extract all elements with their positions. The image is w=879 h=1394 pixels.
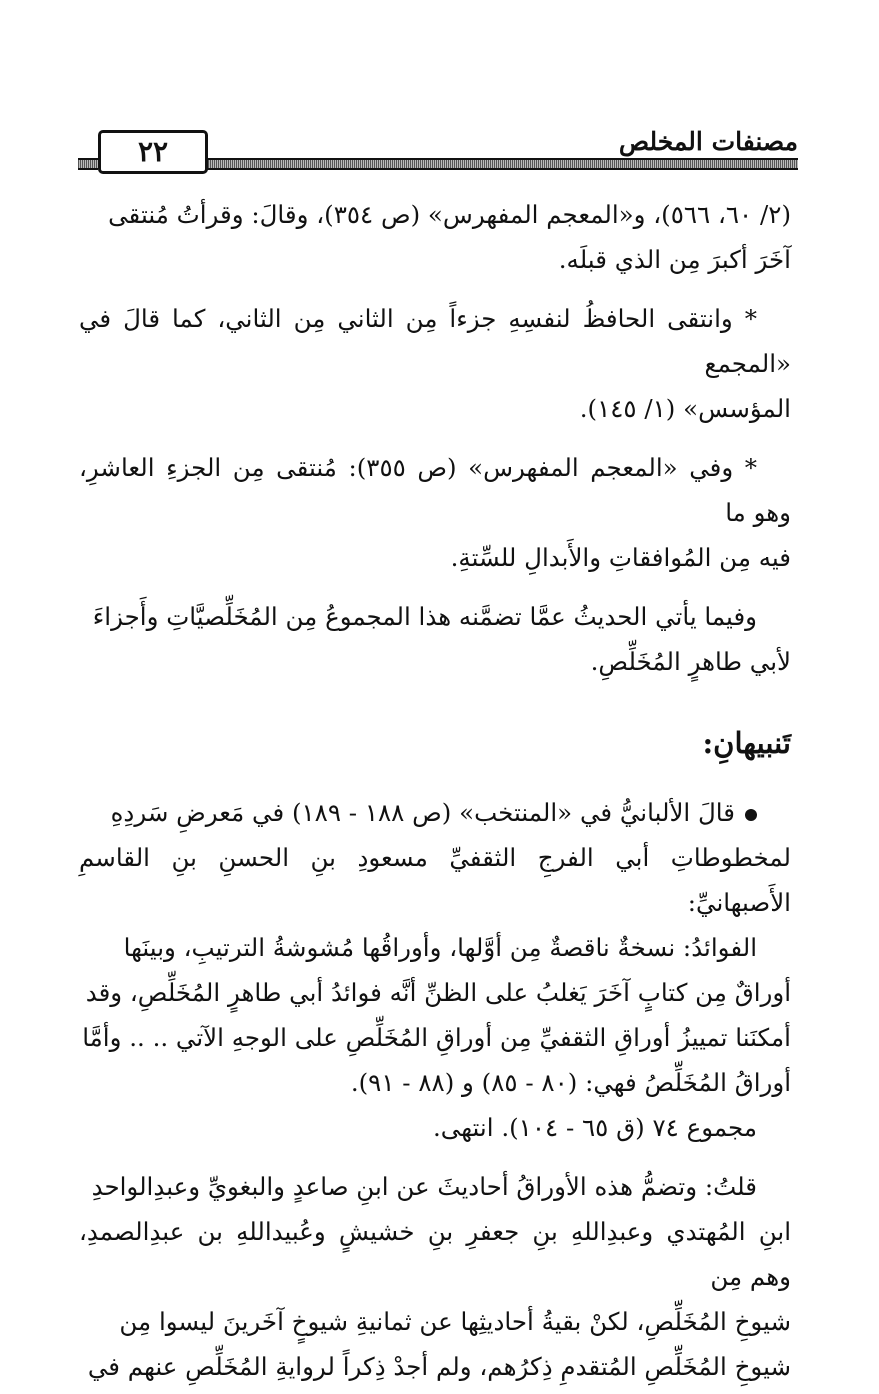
paragraph-2-line-1: * وانتقى الحافظُ لنفسِهِ جزءاً مِن الثاني مِن الثاني، كما قالَ في «المجمع	[79, 304, 791, 378]
page-body	[79, 192, 791, 1389]
page-number: ٢٢	[98, 130, 208, 174]
section-heading: تَنبيهانِ:	[702, 726, 791, 760]
spacer	[79, 431, 791, 445]
spacer	[79, 684, 791, 718]
paragraph-5-line-1-text: قالَ الألبانيُّ في «المنتخب» (ص ١٨٨ - ١٨٩) في مَعرضِ سَردِهِ	[110, 798, 735, 827]
paragraph-6-line-1: الفوائدُ: نسخةٌ ناقصةٌ مِن أوَّلها، وأوراقُها مُشوشةُ الترتيبِ، وبينَها	[123, 933, 757, 962]
paragraph-3-line-1: * وفي «المعجم المفهرس» (ص ٣٥٥): مُنتقى مِن الجزءِ العاشرِ، وهو ما	[79, 453, 791, 527]
paragraph-6-line-2: أوراقٌ مِن كتابٍ آخَرَ يَغلبُ على الظنِّ أنَّه فوائدُ أبي طاهرٍ المُخَلِّصِ، وقد	[85, 978, 791, 1007]
paragraph-8-line-2: ابنِ المُهتدي وعبدِاللهِ بنِ جعفرِ بنِ خشيشٍ وعُبيداللهِ بن عبدِالصمدِ، وهم مِن	[79, 1217, 791, 1291]
spacer	[79, 580, 791, 594]
paragraph-1-line-2: آخَرَ أكبرَ مِن الذي قبلَه.	[558, 245, 791, 274]
paragraph-5-line-1	[79, 790, 791, 835]
header-rule-left	[78, 158, 98, 170]
header-title: مصنفات المخلص	[618, 127, 798, 156]
spacer	[79, 282, 791, 296]
paragraph-5-line-2: لمخطوطاتِ أبي الفرجِ الثقفيِّ مسعودِ بنِ الحسنِ بنِ القاسمِ الأَصبهانيِّ:	[79, 843, 791, 917]
bullet-icon	[745, 809, 757, 821]
paragraph-2-line-2: المؤسس» (١/ ١٤٥).	[579, 394, 791, 423]
paragraph-4-line-1: وفيما يأتي الحديثُ عمَّا تضمَّنه هذا المجموعُ مِن المُخَلِّصيَّاتِ وأَجزاءَ	[92, 602, 757, 631]
paragraph-4-line-2: لأبي طاهرٍ المُخَلِّصِ.	[590, 647, 791, 676]
paragraph-3-line-2: فيه مِن المُوافقاتِ والأَبدالِ للسِّتةِ.	[450, 543, 791, 572]
paragraph-7-line-1: مجموع ٧٤ (ق ٦٥ - ١٠٤). انتهى.	[433, 1113, 757, 1142]
paragraph-6-line-3: أمكنَنا تمييزُ أوراقِ الثقفيِّ مِن أوراقِ المُخَلِّصِ على الوجهِ الآتي .. .. وأمَّا	[82, 1023, 791, 1052]
paragraph-6-line-4: أوراقُ المُخَلِّصُ فهي: (٨٠ - ٨٥) و (٨٨ - ٩١).	[350, 1068, 791, 1097]
paragraph-8-line-3: شيوخِ المُخَلِّصِ، لكنْ بقيةُ أحاديثِها عن ثمانيةِ شيوخٍ آخَرينَ ليسوا مِن	[119, 1307, 791, 1336]
paragraph-8-line-4: شيوخِ المُخَلِّصِ المُتقدمِ ذِكرُهم، ولم أجدْ ذِكراً لروايةِ المُخَلِّصِ عنهم في	[87, 1352, 791, 1381]
spacer	[79, 1150, 791, 1164]
paragraph-1-line-1: (٢/ ٦٠، ٥٦٦)، و«المعجم المفهرس» (ص ٣٥٤)، وقالَ: وقرأتُ مُنتقى	[108, 200, 791, 229]
spacer	[79, 768, 791, 790]
paragraph-8-line-1: قلتُ: وتضمُّ هذه الأوراقُ أحاديثَ عن ابنِ صاعدٍ والبغويِّ وعبدِالواحدِ	[91, 1172, 757, 1201]
header-rule	[138, 158, 798, 170]
running-header	[78, 118, 798, 180]
